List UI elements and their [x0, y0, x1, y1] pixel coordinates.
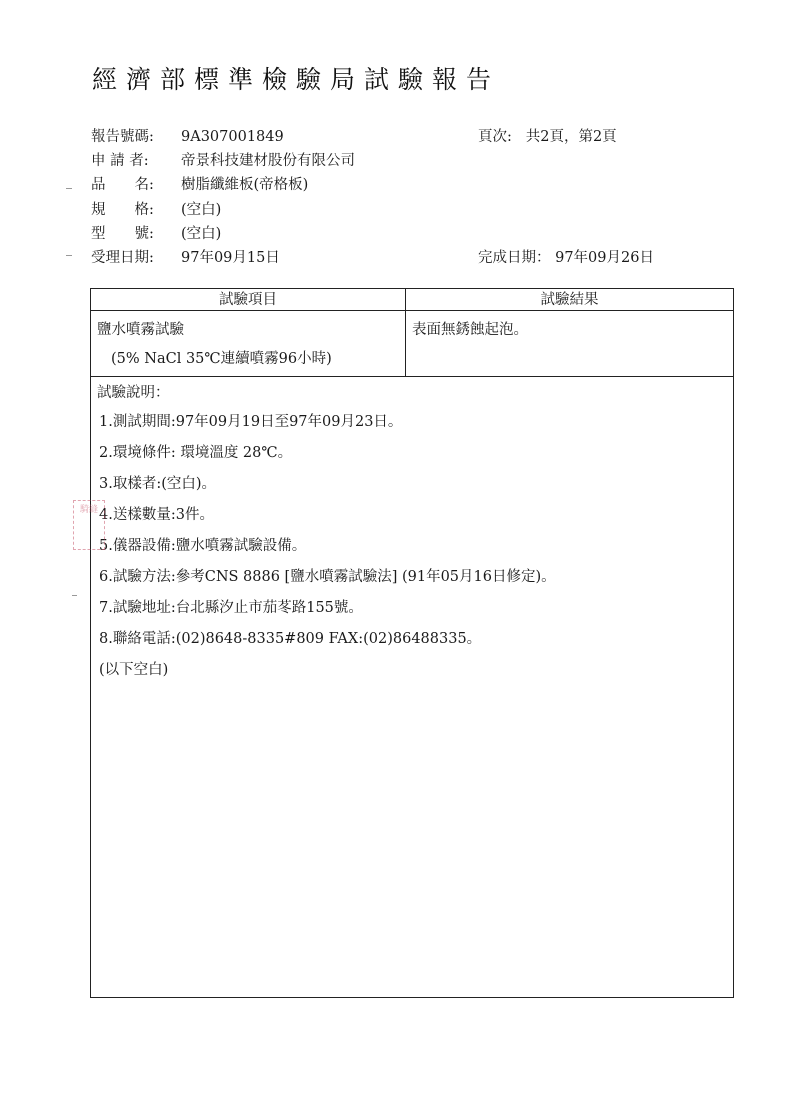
note-line-1: 1.測試期間:97年09月19日至97年09月23日。	[99, 414, 403, 430]
column-header-test-item: 試驗項目	[91, 289, 406, 311]
model-value: (空白)	[181, 226, 222, 242]
received-date-value: 97年09月15日	[181, 250, 280, 266]
test-results-table	[90, 288, 734, 998]
seam-stamp-icon	[73, 500, 105, 550]
product-label: 品 名:	[91, 177, 154, 193]
received-date-label: 受理日期:	[91, 250, 154, 266]
notes-heading: 試驗說明：	[97, 385, 170, 401]
note-line-7: 7.試驗地址:台北縣汐止市茄苳路155號。	[99, 600, 363, 616]
applicant-row	[91, 151, 355, 171]
test-result-cell	[406, 311, 733, 377]
completed-date-value: 97年09月26日	[555, 250, 654, 266]
note-line-end: (以下空白)	[99, 662, 169, 678]
product-value: 樹脂纖維板(帝格板)	[181, 177, 309, 193]
test-item-conditions: (5% NaCl 35℃連續噴霧96小時)	[111, 351, 332, 367]
page-label: 頁次:	[478, 129, 512, 145]
test-item-cell	[91, 311, 406, 377]
model-row	[91, 224, 221, 244]
page-info	[478, 127, 617, 147]
spec-value: (空白)	[181, 202, 222, 218]
note-line-8: 8.聯絡電話:(02)8648-8335#809 FAX:(02)86488335。	[99, 631, 482, 647]
note-line-6: 6.試驗方法:參考CNS 8886 [鹽水噴霧試驗法] (91年05月16日修定)。	[99, 569, 556, 585]
page-value: 共2頁，第2頁	[525, 129, 617, 145]
product-row	[91, 175, 308, 195]
received-date-row	[91, 248, 280, 268]
completed-date-row	[478, 248, 654, 268]
margin-tick-mark	[66, 188, 72, 189]
test-item-name: 鹽水噴霧試驗	[97, 322, 184, 338]
report-number-row	[91, 127, 284, 147]
report-number-label: 報告號碼:	[91, 129, 154, 145]
note-line-4: 4.送樣數量:3件。	[99, 507, 214, 523]
report-number-value: 9A307001849	[181, 129, 284, 145]
note-line-5: 5.儀器設備:鹽水噴霧試驗設備。	[99, 538, 307, 554]
note-line-2: 2.環境條件: 環境溫度 28℃。	[99, 445, 293, 461]
spec-row	[91, 200, 221, 220]
margin-tick-mark	[66, 255, 72, 256]
model-label: 型 號:	[91, 226, 154, 242]
applicant-value: 帝景科技建材股份有限公司	[181, 153, 355, 169]
test-result-text: 表面無銹蝕起泡。	[412, 322, 528, 338]
completed-date-label: 完成日期：	[478, 250, 551, 266]
report-title: 經濟部標準檢驗局試驗報告	[92, 65, 501, 94]
applicant-label: 申 請 者:	[91, 153, 149, 169]
note-line-3: 3.取樣者:(空白)。	[99, 476, 217, 492]
column-header-test-result: 試驗結果	[406, 289, 733, 311]
spec-label: 規 格:	[91, 202, 154, 218]
margin-tick-mark	[72, 595, 77, 596]
seam-stamp-text: 騎縫	[79, 505, 98, 515]
